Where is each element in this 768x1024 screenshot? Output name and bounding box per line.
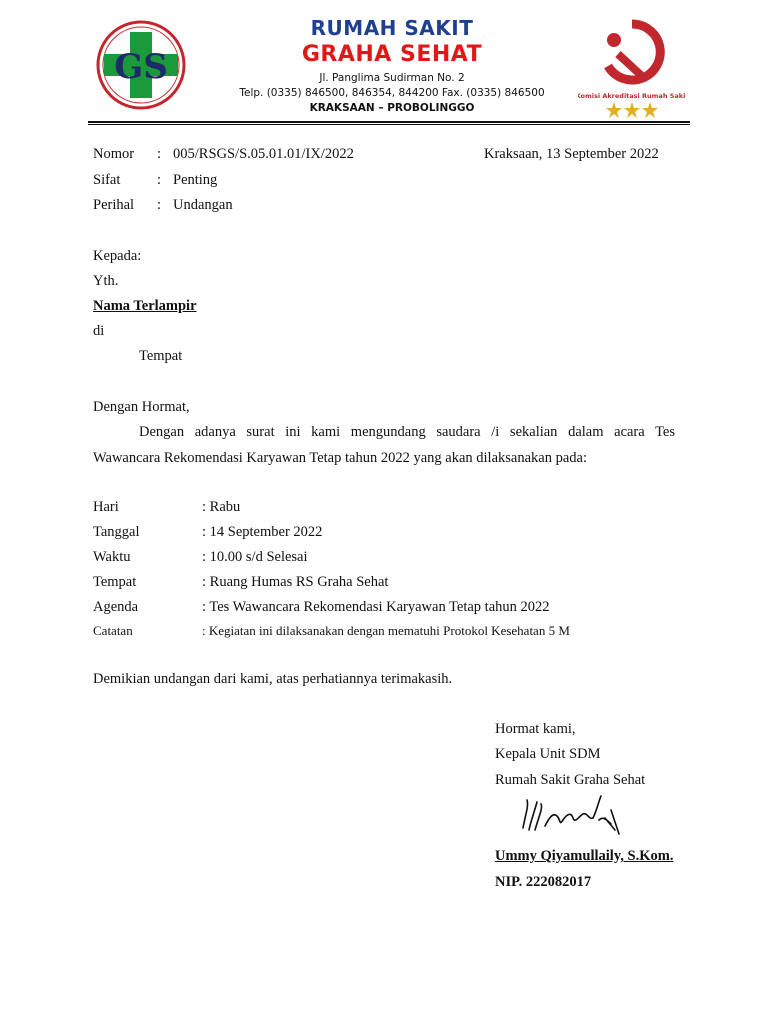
greeting: Dengan Hormat, — [93, 399, 190, 415]
perihal-colon: : — [157, 197, 162, 213]
closing-sentence: Demikian undangan dari kami, atas perhatiannya terimakasih. — [93, 671, 453, 687]
header-divider — [88, 121, 690, 123]
kars-label: Komisi Akreditasi Rumah Sakit — [578, 92, 686, 100]
detail-value-catatan: : Kegiatan ini dilaksanakan dengan mematuhi Protokol Kesehatan 5 M — [202, 623, 570, 638]
recipient-di: di — [93, 323, 105, 339]
detail-label-tanggal: Tanggal — [93, 524, 140, 540]
perihal-label: Perihal — [93, 197, 135, 213]
hospital-logo — [92, 20, 190, 110]
detail-label-agenda: Agenda — [93, 599, 139, 615]
signatory-nip: NIP. 222082017 — [495, 874, 592, 890]
detail-label-tempat: Tempat — [93, 574, 137, 590]
hospital-address: Jl. Panglima Sudirman No. 2 — [319, 72, 465, 84]
detail-value-hari: : Rabu — [202, 499, 241, 515]
detail-label-catatan: Catatan — [93, 623, 133, 638]
detail-label-hari: Hari — [93, 499, 119, 515]
signature-regards: Hormat kami, — [495, 721, 576, 737]
hospital-type-title: RUMAH SAKIT — [310, 16, 474, 40]
detail-value-tanggal: : 14 September 2022 — [202, 524, 323, 540]
body-paragraph-line1: Dengan adanya surat ini kami mengundang saudara /i sekalian dalam acara Tes — [139, 424, 675, 440]
kars-accreditation-logo — [578, 14, 686, 118]
hospital-city: KRAKSAAN – PROBOLINGGO — [309, 102, 475, 114]
recipient-name: Nama Terlampir — [93, 298, 197, 314]
header-divider-thin — [88, 124, 690, 125]
nomor-label: Nomor — [93, 146, 135, 162]
star-icon — [606, 102, 658, 118]
recipient-tempat: Tempat — [139, 348, 183, 364]
body-paragraph-line2: Wawancara Rekomendasi Karyawan Tetap tahun 2022 yang akan dilaksanakan pada: — [93, 450, 587, 466]
recipient-kepada: Kepada: — [93, 248, 142, 264]
sifat-colon: : — [157, 172, 162, 188]
recipient-yth: Yth. — [93, 273, 119, 289]
signature-org: Rumah Sakit Graha Sehat — [495, 772, 646, 788]
nomor-colon: : — [157, 146, 162, 162]
perihal-value: Undangan — [173, 197, 233, 213]
detail-value-agenda: : Tes Wawancara Rekomendasi Karyawan Tetap tahun 2022 — [202, 599, 550, 615]
sifat-label: Sifat — [93, 172, 121, 188]
hospital-name-title: GRAHA SEHAT — [301, 42, 483, 67]
hospital-phone: Telp. (0335) 846500, 846354, 844200 Fax. (0335) 846500 — [239, 87, 545, 99]
signature-position: Kepala Unit SDM — [495, 746, 601, 762]
detail-label-waktu: Waktu — [93, 549, 131, 565]
signatory-name: Ummy Qiyamullaily, S.Kom. — [495, 848, 674, 864]
handwritten-signature — [515, 790, 625, 846]
detail-value-waktu: : 10.00 s/d Selesai — [202, 549, 308, 565]
nomor-value: 005/RSGS/S.05.01.01/IX/2022 — [173, 146, 354, 162]
sifat-value: Penting — [173, 172, 218, 188]
logo-gs-text: GS — [114, 47, 168, 87]
detail-value-tempat: : Ruang Humas RS Graha Sehat — [202, 574, 389, 590]
letter-date: Kraksaan, 13 September 2022 — [484, 146, 659, 162]
